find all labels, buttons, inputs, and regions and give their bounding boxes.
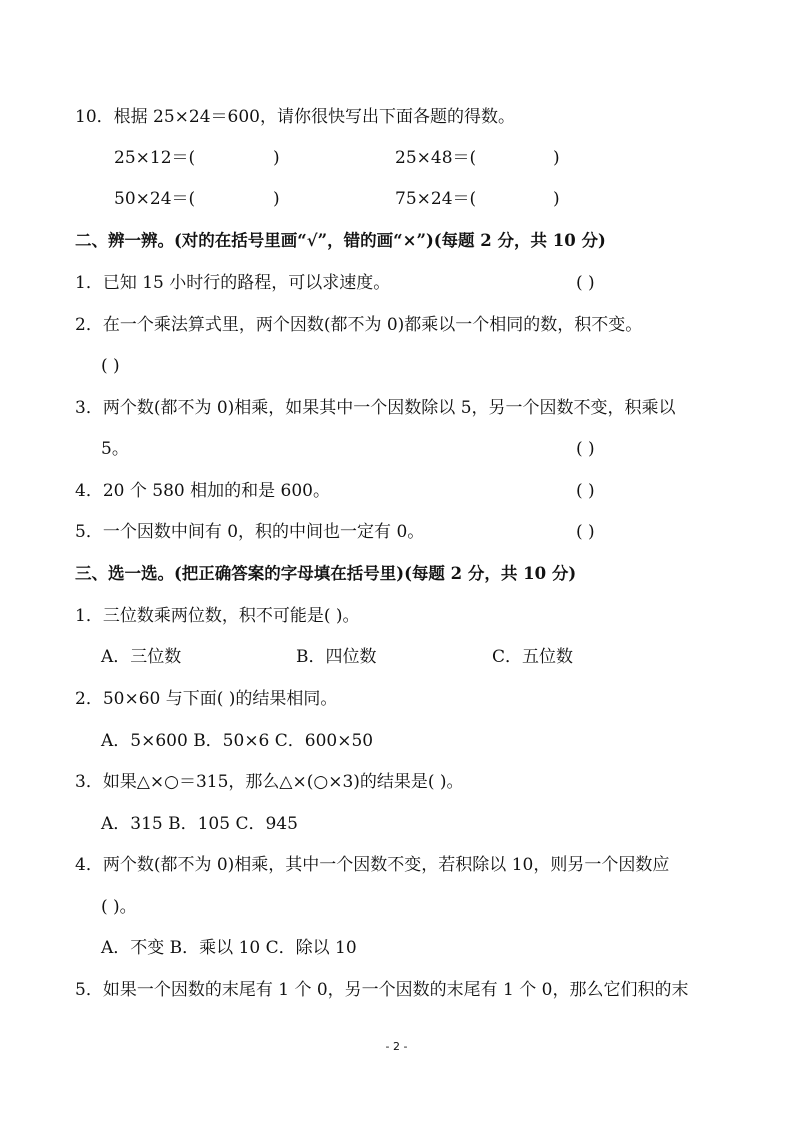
answer-blank: ( )。 xyxy=(101,897,137,917)
section2-item-2-blank[interactable] xyxy=(101,354,120,378)
option-b[interactable]: B．四位数 xyxy=(296,647,377,667)
q10-calc-25x48: 25×48＝( xyxy=(395,148,477,168)
section2-heading: 二、辨一辨。(对的在括号里画“√”，错的画“×”)(每题 2 分，共 10 分) xyxy=(75,231,606,250)
section2-item-2: 2．在一个乘法算式里，两个因数(都不为 0)都乘以一个相同的数，积不变。 xyxy=(75,315,643,335)
q10-calc-25x12: 25×12＝( xyxy=(114,148,196,168)
section3-q3-options: A．315 B．105 C．945 xyxy=(101,814,298,834)
q10-title: 10．根据 25×24＝600，请你很快写出下面各题的得数。 xyxy=(75,107,515,127)
section3-heading: 三、选一选。(把正确答案的字母填在括号里)(每题 2 分，共 10 分) xyxy=(75,564,577,583)
answer-blank[interactable]: ( ) xyxy=(576,439,595,459)
answer-blank[interactable]: ( ) xyxy=(576,522,595,542)
q10-blank-close: ) xyxy=(553,148,560,168)
section3-q4-blank[interactable] xyxy=(101,895,137,919)
q10-blank-close: ) xyxy=(273,148,280,168)
section3-q5: 5．如果一个因数的末尾有 1 个 0，另一个因数的末尾有 1 个 0，那么它们积的末 xyxy=(75,980,689,1000)
section3-q2: 2．50×60 与下面( )的结果相同。 xyxy=(75,689,338,709)
section2-item-3: 3．两个数(都不为 0)相乘，如果其中一个因数除以 5，另一个因数不变，积乘以 xyxy=(75,398,676,418)
section3-q4: 4．两个数(都不为 0)相乘，其中一个因数不变，若积除以 10，则另一个因数应 xyxy=(75,855,670,875)
q10-blank-close: ) xyxy=(553,189,560,209)
section3-q2-options: A．5×600 B．50×6 C．600×50 xyxy=(101,731,374,751)
q10-calc-75x24: 75×24＝( xyxy=(395,189,477,209)
answer-blank[interactable]: ( ) xyxy=(576,481,595,501)
page-number: - 2 - xyxy=(385,1040,408,1053)
section3-q4-options: A．不变 B．乘以 10 C．除以 10 xyxy=(101,938,357,958)
q10-blank-close: ) xyxy=(273,189,280,209)
option-c[interactable]: C．五位数 xyxy=(492,647,574,667)
answer-blank[interactable]: ( ) xyxy=(576,273,595,293)
section3-q1: 1．三位数乘两位数，积不可能是( )。 xyxy=(75,606,360,626)
q10-calc-50x24: 50×24＝( xyxy=(114,189,196,209)
section3-q3: 3．如果△×○＝315，那么△×(○×3)的结果是( )。 xyxy=(75,772,464,792)
answer-blank: ( ) xyxy=(101,356,120,376)
option-a[interactable]: A．三位数 xyxy=(101,647,182,667)
